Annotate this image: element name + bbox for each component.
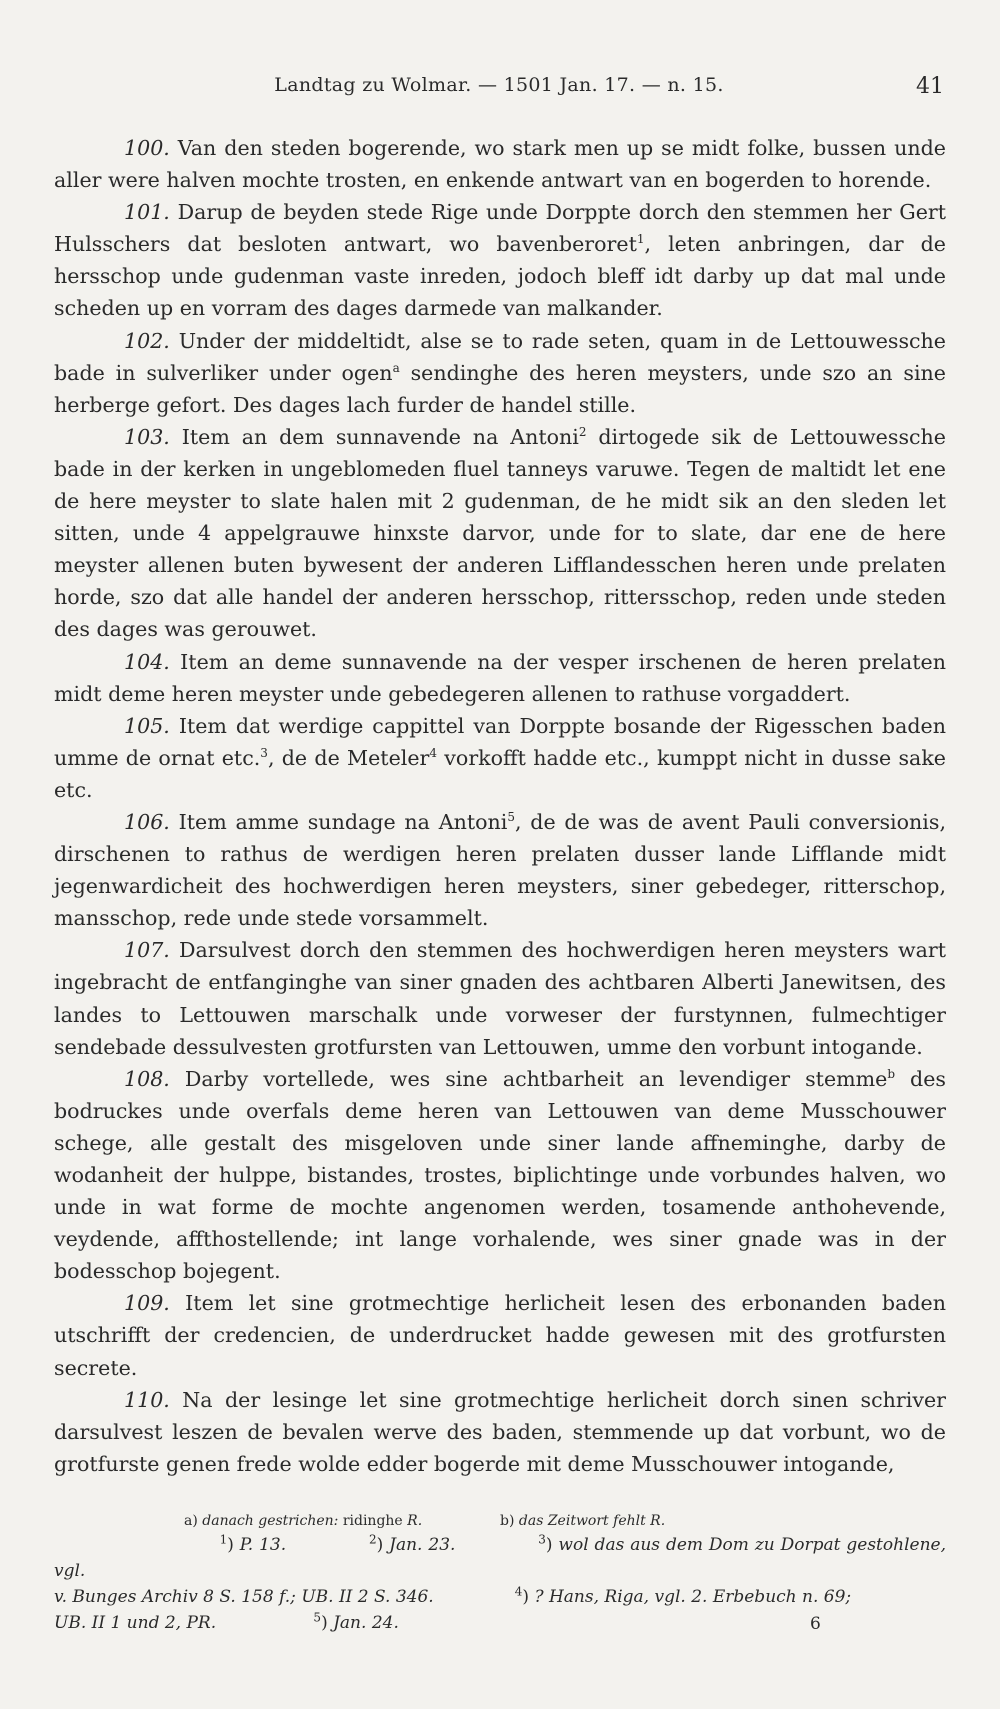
footnote-2: Jan. 23. [389,1535,456,1555]
footnote-line: $^1$) P. 13. $^2$) Jan. 23. $^3$) wol das aus dem Dom zu Dorpat gestohlene, vgl. [54,1532,946,1581]
page-number: 41 [916,74,944,99]
paragraph-number: 102. [124,328,170,353]
paragraph-number: 100. [124,136,170,160]
footnote-marker: 1 [636,232,645,247]
paragraph-text: Darup de beyden stede Rige unde Dorppte dorch den stemmen her Gert Hulsschers dat besloten antwart, wo bavenberoret [54,200,947,257]
footnote-marker: 3 [260,745,268,760]
paragraph-107 [54,934,946,1062]
paragraph-text-cont: , leten anbringen, dar de hersschop unde gudenman vaste inreden, jodoch bleff idt darby up dat mal unde scheden up en vorram des dages darmede van malkander. [54,232,946,321]
footnote-line: UB. II 1 und 2, PR. $^5$) Jan. 24. [54,1610,399,1633]
footnote-marker: 5 [507,810,515,825]
footnote-3: wol das aus dem Dom zu Dorpat gestohlene, vgl. [54,1535,946,1581]
paragraph-text-cont: des bodruckes unde overfals deme heren van Lettouwen van deme Musschouwer schege, alle gestalt des misgeloven unde siner lande affneminghe, darby de wodanheit der hulppe, bistandes, trostes, biplichtinge unde vorbundes halven, wo unde in wat forme de mochte angenomen werden, tosamende anthohevende, veydende, affthostellende; int lange vorhalende, wes siner gnade was in der bodesschop bojegent. [54,1066,946,1284]
paragraph-text: Darsulvest dorch den stemmen des hochwerdigen heren meysters wart ingebracht de entfanginghe van siner gnaden des achtbaren Alberti Janewitsen, des landes to Lettouwen marschalk unde vorweser der furstynnen, fulmechtiger sendebade dessulvesten grotfursten van Lettouwen, umme den vorbunt intogande. [54,938,947,1059]
paragraph-106 [54,806,946,934]
footnote-1: P. 13. [239,1535,287,1555]
paragraph-103 [54,421,946,646]
paragraph-105 [54,710,946,806]
textual-note-marker: b [887,1066,896,1081]
paragraph-text: Van den steden bogerende, wo stark men up se midt folke, bussen unde aller were halven mochte trosten, en enkende antwart van en bogerden to horende. [54,136,946,193]
textual-note-a: a) danach gestrichen: ridinghe R. [184,1513,423,1529]
paragraph-text: Na der lesinge let sine grotmechtige herlicheit dorch sinen schriver darsulvest leszen de bevalen werve des baden, stemmende up dat vorbunt, wo de grotfurste genen frede wolde edder bogerde mit deme Musschouwer intogande, [54,1387,947,1476]
paragraph-108 [54,1063,946,1288]
signature-mark: 6 [810,1614,821,1634]
footnote-marker: 5 [313,1610,322,1625]
paragraph-text: Darby vortellede, wes sine achtbarheit an levendiger stemme [184,1066,888,1091]
running-header [54,70,944,110]
paragraph-number: 110. [124,1387,170,1412]
paragraph-109 [54,1287,946,1383]
footnote-marker: 4 [429,745,438,760]
paragraph-text: Item an dem sunnavende na Antoni [181,424,579,449]
paragraph-text: Under der middeltidt, alse se to rade seten, quam in de Lettouwessche bade in sulverliker under ogen [54,328,946,385]
paragraph-number: 104. [124,649,170,674]
footnote-marker: 2 [368,1532,377,1547]
paragraph-text: Item an deme sunnavende na der vesper irschenen de heren prelaten midt deme heren meyster unde gebedegeren allenen to rathuse vorgaddert. [54,649,946,706]
paragraph-text: Item let sine grotmechtige herlicheit lesen des erbonanden baden utschrifft der credencien, de underdrucket hadde gewesen mit des grotfursten secrete. [54,1291,946,1380]
footnote-marker: 1 [219,1532,228,1547]
footnote-4-cont: UB. II 1 und 2, PR. [54,1613,217,1633]
paragraph-104 [54,646,946,710]
paragraph-number: 103. [124,424,170,449]
paragraph-text-cont: sendinghe des heren meysters, unde szo an sine herberge gefort. Des dages lach furder de handel stille. [54,360,946,417]
paragraph-102 [54,325,946,421]
running-title: Landtag zu Wolmar. — 1501 Jan. 17. — n. 15. [274,74,724,96]
footnote-line: v. Bunges Archiv 8 S. 158 f.; UB. II 2 S. 346. $^4$) ? Hans, Riga, vgl. 2. Erbebuch n. 69; [54,1584,852,1607]
footnote-5: Jan. 24. [333,1613,399,1633]
paragraph-number: 107. [124,938,170,963]
paragraph-101 [54,196,946,324]
paragraph-number: 106. [124,809,170,834]
paragraph-number: 108. [124,1066,170,1091]
footnote-marker: 2 [578,424,587,439]
paragraph-text-cont: dirtogede sik de Lettouwessche bade in der kerken in ungeblomeden fluel tanneys varuwe. Tegen de maltidt let ene de here meyster to slate halen mit 2 gudenman, de he midt sik an den sleden let sitten, unde 4 appelgrauwe hinxste darvor, unde for to slate, dar ene de here meyster allenen buten bywesent der anderen Lifflandesschen heren unde prelaten horde, szo dat alle handel der anderen hersschop, rittersschop, reden unde steden des dages was gerouwet. [54,424,946,642]
paragraph-100 [54,132,946,196]
footnote-3-cont: v. Bunges Archiv 8 S. 158 f.; UB. II 2 S. 346. [54,1587,434,1607]
textual-note-marker: a [392,360,400,375]
footnote-marker: 3 [538,1532,546,1547]
paragraph-number: 101. [124,200,170,225]
textual-notes [54,1508,946,1532]
paragraph-number: 109. [124,1291,170,1316]
footnote-4: ? Hans, Riga, vgl. 2. Erbebuch n. 69; [534,1587,852,1607]
paragraph-110 [54,1384,946,1480]
paragraph-text-cont: , de de Meteler [267,745,430,770]
paragraph-text-cont: , de de was de avent Pauli conversionis, dirschenen to rathus de werdigen heren prelaten dusser lande Lifflande midt jegenwardicheit des hochwerdigen heren meysters, siner gebedeger, ritterschop, mansschop, rede unde stede vorsammelt. [54,809,946,931]
paragraph-text: Item amme sundage na Antoni [178,809,508,834]
textual-note-b: b) das Zeitwort fehlt R. [500,1513,666,1529]
footnote-marker: 4 [514,1584,523,1599]
paragraph-text-cont: vorkofft hadde etc., kumppt nicht in dusse sake etc. [54,745,946,802]
paragraph-number: 105. [124,713,170,738]
paragraph-text: Item dat werdige cappittel van Dorppte bosande der Rigesschen baden umme de ornat etc. [54,713,947,770]
main-text [54,132,946,1480]
